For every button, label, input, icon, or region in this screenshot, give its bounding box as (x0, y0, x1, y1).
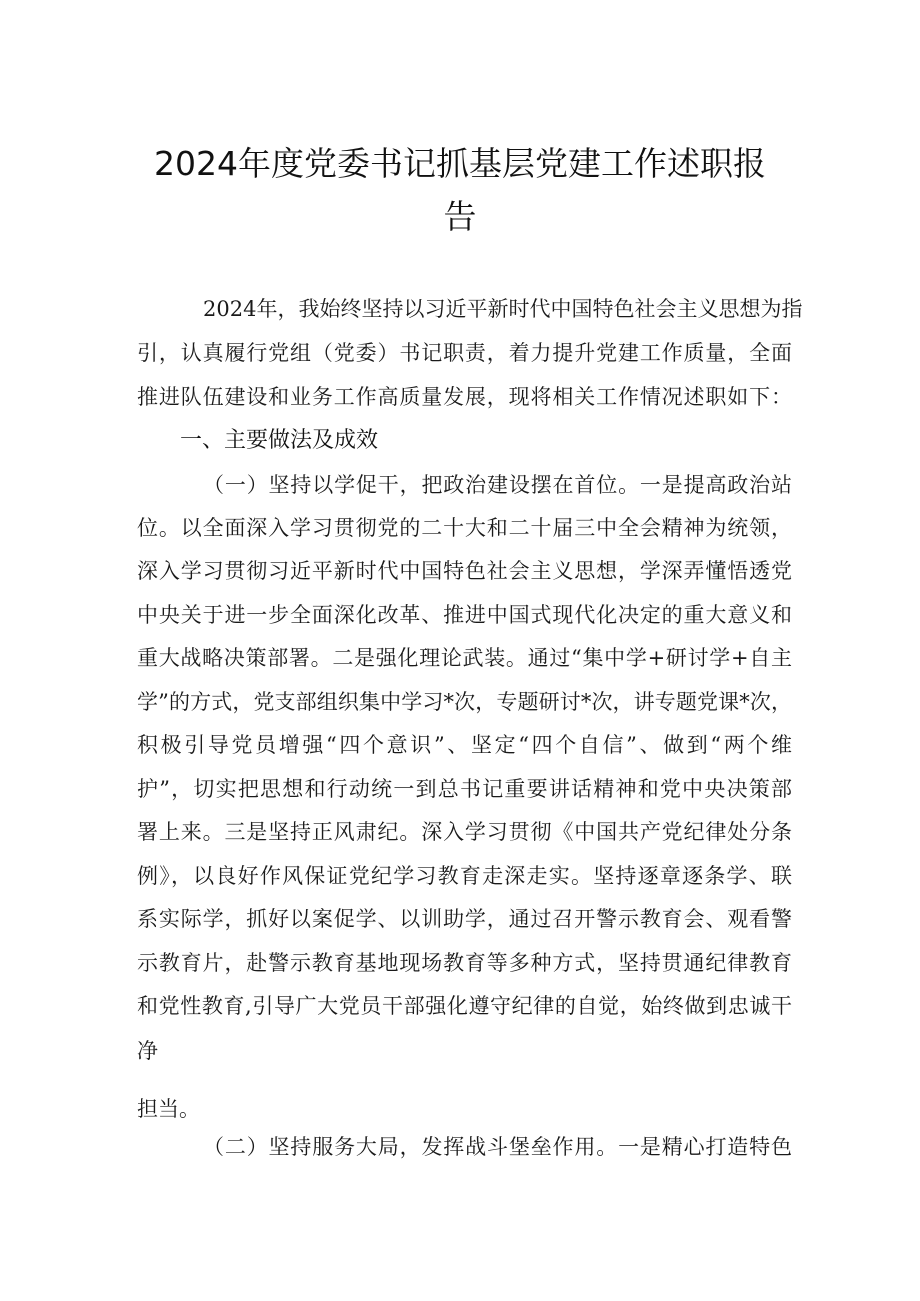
paragraph-line: 净 (137, 1039, 158, 1063)
paragraph-line: 重大战略决策部署。二是强化理论武装。通过“集中学+研讨学+自主 (137, 646, 792, 670)
intro-line: 推进队伍建设和业务工作高质量发展，现将相关工作情况述职如下： (137, 385, 792, 409)
paragraph-line: 和党性教育,引导广大党员干部强化遵守纪律的自觉，始终做到忠诚干 (137, 994, 792, 1018)
paragraph-line: 系实际学，抓好以案促学、以训助学，通过召开警示教育会、观看警 (137, 907, 792, 931)
paragraph-line: 中央关于进一步全面深化改革、推进中国式现代化决定的重大意义和 (137, 603, 792, 627)
paragraph-line: 护”，切实把思想和行动统一到总书记重要讲话精神和党中央决策部 (137, 777, 792, 801)
paragraph-line: 署上来。三是坚持正风肃纪。深入学习贯彻《中国共产党纪律处分条 (137, 820, 792, 844)
paragraph-tail: 担当。 (137, 1097, 200, 1121)
paragraph-line: 示教育片，赴警示教育基地现场教育等多种方式，坚持贯通纪律教育 (137, 951, 792, 975)
document-title-line-2: 告 (443, 197, 477, 236)
intro-line: 引，认真履行党组（党委）书记职责，着力提升党建工作质量，全面 (137, 341, 792, 365)
paragraph-line: 例》，以良好作风保证党纪学习教育走深走实。坚持逐章逐条学、联 (137, 864, 792, 888)
document-title-line-1: 2024年度党委书记抓基层党建工作述职报 (154, 144, 766, 183)
paragraph-line: 深入学习贯彻习近平新时代中国特色社会主义思想，学深弄懂悟透党 (137, 559, 792, 583)
paragraph-line: （二）坚持服务大局，发挥战斗堡垒作用。一是精心打造特色 (203, 1135, 792, 1159)
paragraph-line: （一）坚持以学促干，把政治建设摆在首位。一是提高政治站 (203, 473, 792, 497)
paragraph-line: 学”的方式，党支部组织集中学习*次，专题研讨*次，讲专题党课*次， (137, 690, 792, 714)
intro-line: 2024年，我始终坚持以习近平新时代中国特色社会主义思想为指 (203, 297, 803, 321)
paragraph-line: 位。以全面深入学习贯彻党的二十大和二十届三中全会精神为统领， (137, 516, 792, 540)
section-heading: 一、主要做法及成效 (180, 428, 379, 453)
paragraph-line: 积极引导党员增强“四个意识”、坚定“四个自信”、做到“两个维 (137, 733, 792, 757)
